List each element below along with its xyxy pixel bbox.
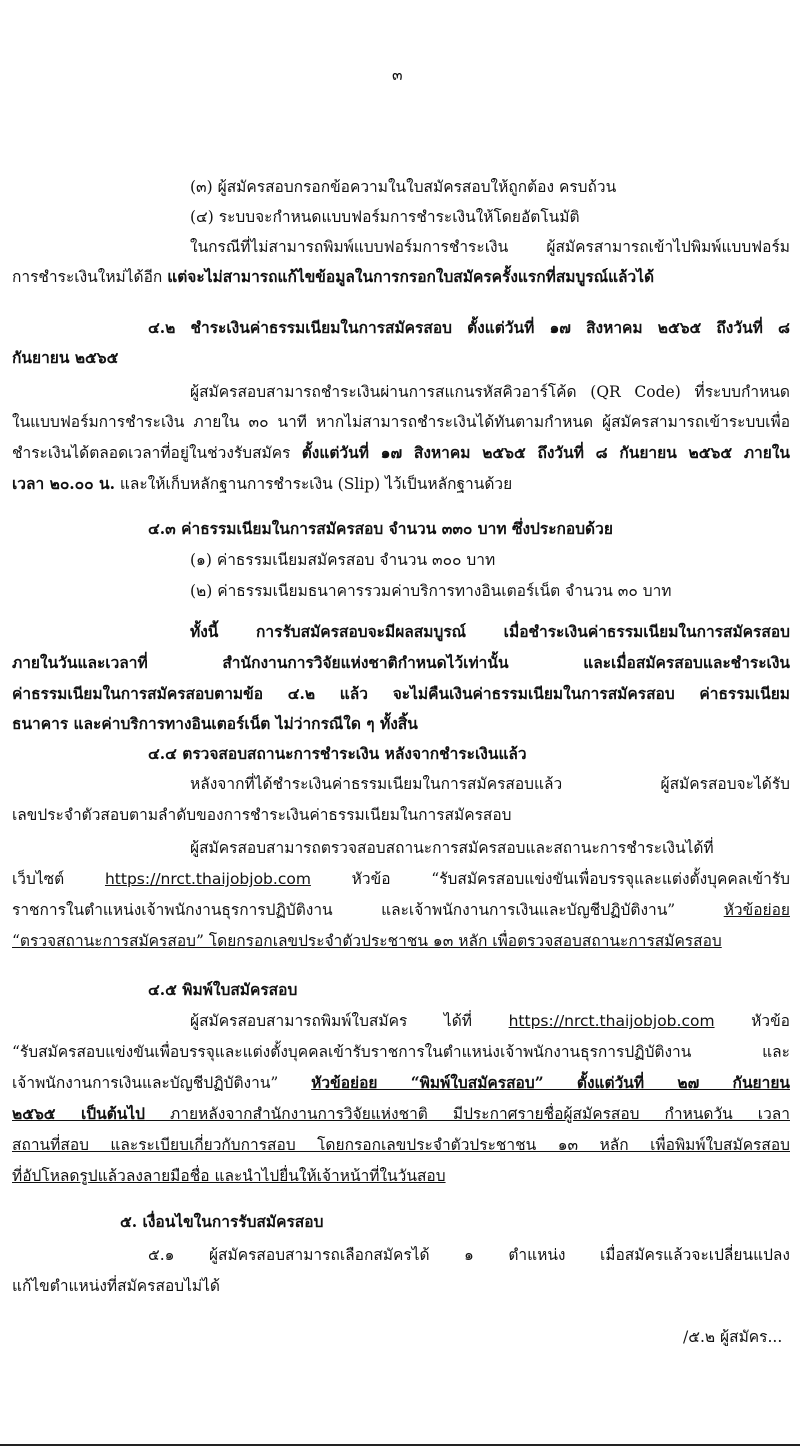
underlined-text: ภายหลังจากสำนักงานการวิจัยแห่งชาติ มีประกาศรายชื่อผู้สมัครสอบ กำหนดวัน เวลา: [145, 1105, 790, 1123]
paragraph-line: [12, 1099, 790, 1129]
paragraph-line: แก้ไขตำแหน่งที่สมัครสอบไม่ได้: [12, 1277, 220, 1295]
list-item: (๔) ระบบจะกำหนดแบบฟอร์มการชำระเงินให้โดยอัตโนมัติ: [190, 208, 580, 226]
continuation-note: /๕.๒ ผู้สมัคร...: [683, 1328, 783, 1346]
paragraph-line: [190, 1006, 790, 1036]
text-span: หัวข้อ “รับสมัครสอบแข่งขันเพื่อบรรจุและแต่งตั้งบุคคลเข้ารับ: [310, 870, 790, 888]
text-span: และให้เก็บหลักฐานการชำระเงิน (Slip) ไว้เป็นหลักฐานด้วย: [114, 475, 513, 493]
paragraph-line: ในกรณีที่ไม่สามารถพิมพ์แบบฟอร์มการชำระเงิน ผู้สมัครสามารถเข้าไปพิมพ์แบบฟอร์ม: [190, 238, 790, 256]
list-item: (๑) ค่าธรรมเนียมสมัครสอบ จำนวน ๓๐๐ บาท: [190, 551, 496, 569]
page-number: ๓: [392, 66, 403, 84]
text-span: ราชการในตำแหน่งเจ้าพนักงานธุรการปฏิบัติงาน และเจ้าพนักงานการเงินและบัญชีปฏิบัติงาน”: [12, 901, 724, 919]
paragraph-line-underlined: “ตรวจสถานะการสมัครสอบ” โดยกรอกเลขประจำตัวประชาชน ๑๓ หลัก เพื่อตรวจสอบสถานะการสมัครสอบ: [12, 932, 722, 950]
paragraph-line: หลังจากที่ได้ชำระเงินค่าธรรมเนียมในการสมัครสอบแล้ว ผู้สมัครสอบจะได้รับ: [190, 775, 790, 793]
paragraph-line: [12, 864, 790, 894]
paragraph-line: [12, 469, 512, 499]
page-bottom-border: [0, 1444, 800, 1446]
emphasis-underlined-text: หัวข้อย่อย “พิมพ์ใบสมัครสอบ” ตั้งแต่วันที่ ๒๗ กันยายน: [311, 1073, 790, 1092]
section-heading-4-2: ๔.๒ ชำระเงินค่าธรรมเนียมในการสมัครสอบ ตั้งแต่วันที่ ๑๗ สิงหาคม ๒๕๖๕ ถึงวันที่ ๘: [148, 318, 790, 337]
text-span: ชำระเงินได้ตลอดเวลาที่อยู่ในช่วงรับสมัคร: [12, 444, 302, 462]
paragraph-line: ภายในวันและเวลาที่ สำนักงานการวิจัยแห่งชาติกำหนดไว้เท่านั้น และเมื่อสมัครสอบและชำระเงิน: [12, 653, 790, 672]
list-item: (๓) ผู้สมัครสอบกรอกข้อความในใบสมัครสอบให้ถูกต้อง ครบถ้วน: [190, 178, 617, 196]
paragraph-line: เลขประจำตัวสอบตามลำดับของการชำระเงินค่าธรรมเนียมในการสมัครสอบ: [12, 806, 512, 824]
emphasis-text: เวลา ๒๐.๐๐ น.: [12, 474, 115, 493]
emphasis-text: แต่จะไม่สามารถแก้ไขข้อมูลในการกรอกใบสมัครครั้งแรกที่สมบูรณ์แล้วได้: [167, 267, 655, 286]
paragraph-line: [12, 262, 654, 292]
section-heading-4-5: ๔.๕ พิมพ์ใบสมัครสอบ: [148, 980, 298, 999]
section-heading-4-2-cont: กันยายน ๒๕๖๕: [12, 348, 119, 367]
paragraph-line: ธนาคาร และค่าบริการทางอินเตอร์เน็ต ไม่ว่ากรณีใด ๆ ทั้งสิ้น: [12, 714, 418, 733]
paragraph-line-underlined: สถานที่สอบ และระเบียบเกี่ยวกับการสอบ โดยกรอกเลขประจำตัวประชาชน ๑๓ หลัก เพื่อพิมพ์ใบสมัครสอบ: [12, 1136, 790, 1154]
paragraph-line: [12, 895, 790, 925]
paragraph-line: ทั้งนี้ การรับสมัครสอบจะมีผลสมบูรณ์ เมื่อชำระเงินค่าธรรมเนียมในการสมัครสอบ: [190, 622, 790, 641]
text-span: เว็บไซต์: [12, 870, 105, 888]
text-span: หัวข้อ: [714, 1012, 790, 1030]
paragraph-line: ผู้สมัครสอบสามารถตรวจสอบสถานะการสมัครสอบและสถานะการชำระเงินได้ที่: [190, 839, 714, 857]
paragraph-line: ผู้สมัครสอบสามารถชำระเงินผ่านการสแกนรหัสคิวอาร์โค้ด (QR Code) ที่ระบบกำหนด: [190, 383, 790, 401]
section-heading-4-4: ๔.๔ ตรวจสอบสถานะการชำระเงิน หลังจากชำระเงินแล้ว: [148, 744, 527, 763]
paragraph-line: ค่าธรรมเนียมในการสมัครสอบตามข้อ ๔.๒ แล้ว จะไม่คืนเงินค่าธรรมเนียมในการสมัครสอบ ค่าธรรมเนียม: [12, 684, 790, 703]
paragraph-line-underlined: ที่อัปโหลดรูปแล้วลงลายมือชื่อ และนำไปยื่นให้เจ้าหน้าที่ในวันสอบ: [12, 1167, 446, 1185]
underlined-text: หัวข้อย่อย: [723, 901, 790, 919]
list-item: (๒) ค่าธรรมเนียมธนาคารรวมค่าบริการทางอินเตอร์เน็ต จำนวน ๓๐ บาท: [190, 582, 672, 600]
paragraph-line: ในแบบฟอร์มการชำระเงิน ภายใน ๓๐ นาที หากไม่สามารถชำระเงินได้ทันตามกำหนด ผู้สมัครสามารถเข้าระบบเพื่อ: [12, 413, 790, 431]
emphasis-text: ตั้งแต่วันที่ ๑๗ สิงหาคม ๒๕๖๕ ถึงวันที่ ๘ กันยายน ๒๕๖๕ ภายใน: [301, 443, 790, 462]
website-link[interactable]: https://nrct.thaijobjob.com: [104, 870, 311, 888]
paragraph-line: [12, 438, 790, 468]
paragraph-line: [12, 1068, 790, 1098]
text-span: เจ้าพนักงานการเงินและบัญชีปฏิบัติงาน”: [12, 1074, 312, 1092]
website-link[interactable]: https://nrct.thaijobjob.com: [508, 1012, 715, 1030]
paragraph-line: ๕.๑ ผู้สมัครสอบสามารถเลือกสมัครได้ ๑ ตำแหน่ง เมื่อสมัครแล้วจะเปลี่ยนแปลง: [148, 1246, 790, 1264]
paragraph-line: “รับสมัครสอบแข่งขันเพื่อบรรจุและแต่งตั้งบุคคลเข้ารับราชการในตำแหน่งเจ้าพนักงานธุรการปฏิบัติงาน และ: [12, 1043, 790, 1061]
text-span: ผู้สมัครสอบสามารถพิมพ์ใบสมัคร ได้ที่: [190, 1012, 509, 1030]
emphasis-underlined-text: ๒๕๖๕ เป็นต้นไป: [12, 1104, 146, 1123]
section-heading-4-3: ๔.๓ ค่าธรรมเนียมในการสมัครสอบ จำนวน ๓๓๐ บาท ซึ่งประกอบด้วย: [148, 519, 613, 538]
section-heading-5: ๕. เงื่อนไขในการรับสมัครสอบ: [120, 1212, 324, 1231]
text-span: การชำระเงินใหม่ได้อีก: [12, 268, 168, 286]
